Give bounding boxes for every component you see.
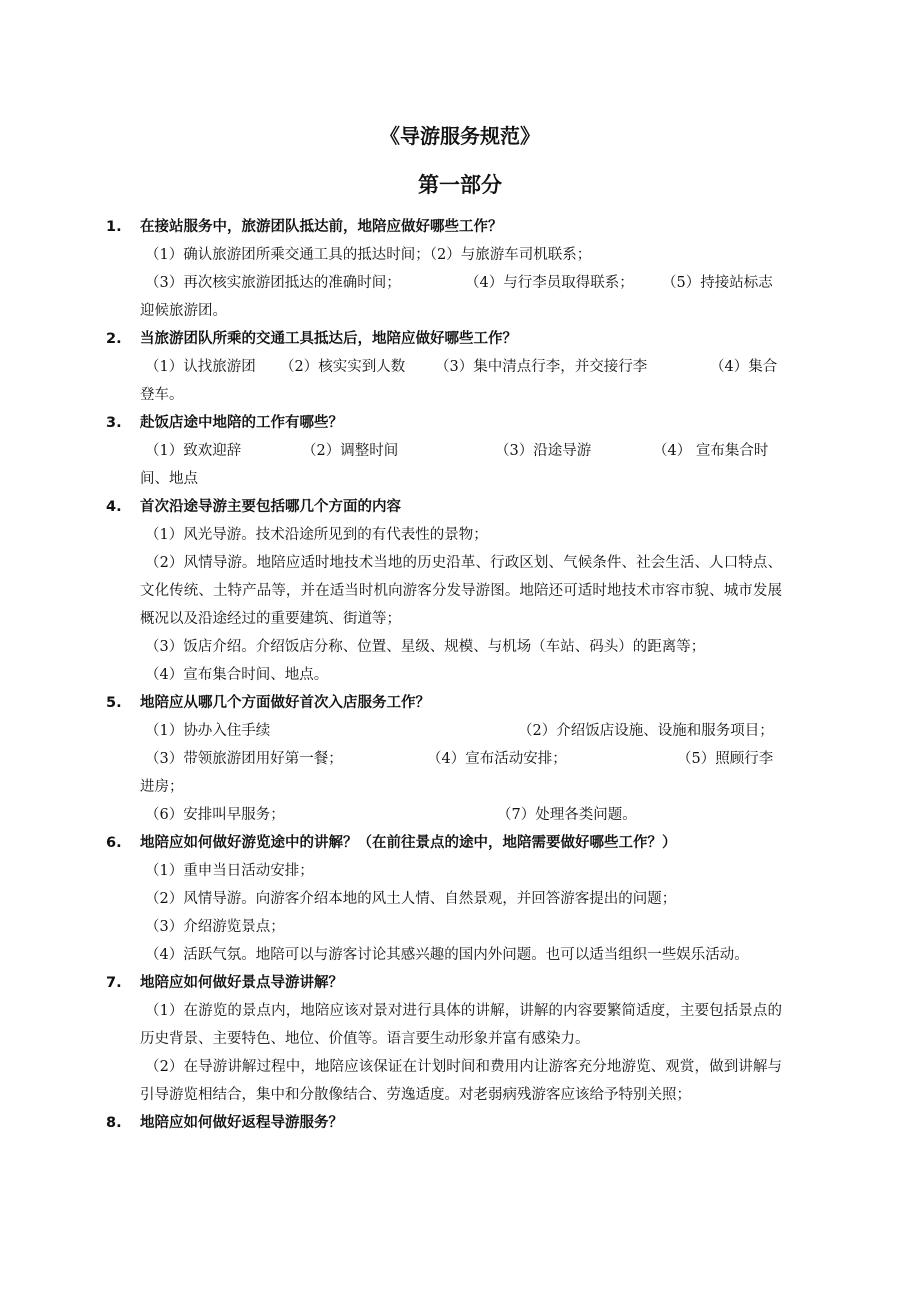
question-4: [106, 493, 782, 521]
answer-paragraph: （1）在游览的景点内，地陪应该对景对进行具体的讲解，讲解的内容要繁简适度，主要包括景点的历史背景、主要特色、地位、价值等。语言要生动形象并富有感染力。: [140, 1003, 782, 1047]
question-6: [106, 829, 782, 857]
question-text: 地陪应如何做好游览途中的讲解？（在前往景点的途中，地陪需要做好哪些工作？）: [140, 835, 677, 851]
section-heading: 第一部分: [418, 173, 502, 197]
answer-line: [140, 269, 782, 297]
question-number: 6.: [106, 835, 122, 851]
answer-item: （2）调整时间: [302, 443, 399, 459]
answer-continuation: 进房；: [140, 779, 184, 795]
answer-3: [106, 437, 782, 493]
answer-4: [106, 521, 782, 689]
answer-7: [106, 997, 782, 1109]
question-number: 4.: [106, 499, 122, 515]
answer-paragraph: （4）宣布集合时间、地点。: [145, 667, 329, 683]
answer-item: （5）照顾行李: [677, 751, 774, 767]
question-number: 3.: [106, 415, 122, 431]
answer-item: （1）协办入住手续: [145, 723, 271, 739]
question-number: 2.: [106, 331, 122, 347]
answer-6: [106, 857, 782, 969]
answer-paragraph: （2）风情导游。地陪应适时地技术当地的历史沿革、行政区划、气候条件、社会生活、人口特点、文化传统、土特产品等，并在适当时机向游客分发导游图。地陪还可适时地技术市容市貌、城市发展概况以及沿途经过的重要建筑、街道等；: [140, 555, 782, 627]
question-text: 地陪应从哪几个方面做好首次入店服务工作？: [140, 695, 430, 711]
answer-item: （1）认找旅游团: [145, 359, 256, 375]
question-text: 当旅游团队所乘的交通工具抵达后，地陪应做好哪些工作？: [140, 331, 517, 347]
answer-1: [106, 241, 782, 325]
answer-item: （1）确认旅游团所乘交通工具的抵达时间；（2）与旅游车司机联系；: [145, 247, 592, 263]
answer-line: [140, 745, 782, 773]
answer-paragraph: （3）介绍游览景点；: [145, 919, 285, 935]
question-number: 8.: [106, 1115, 122, 1131]
question-text: 首次沿途导游主要包括哪几个方面的内容: [140, 499, 401, 515]
question-text: 地陪应如何做好景点导游讲解？: [140, 975, 343, 991]
question-2: [106, 325, 782, 353]
answer-item: （4）宣布活动安排；: [427, 751, 567, 767]
answer-line: [140, 717, 782, 745]
answer-paragraph: （3）饭店介绍。介绍饭店分称、位置、星级、规模、与机场（车站、码头）的距离等；: [145, 639, 706, 655]
answer-paragraph: （1）重申当日活动安排；: [145, 863, 314, 879]
answer-line: [140, 801, 782, 829]
answer-continuation: 间、地点: [140, 471, 198, 487]
answer-item: （4）集合: [710, 359, 778, 375]
answer-line: [140, 353, 782, 381]
question-text: 赴饭店途中地陪的工作有哪些？: [140, 415, 343, 431]
question-8: [106, 1109, 782, 1137]
question-1: [106, 213, 782, 241]
answer-item: （3）再次核实旅游团抵达的准确时间；: [145, 275, 401, 291]
question-5: [106, 689, 782, 717]
answer-item: （2）核实实到人数: [280, 359, 406, 375]
answer-2: [106, 353, 782, 409]
answer-item: （1）致欢迎辞: [145, 443, 242, 459]
question-text: 地陪应如何做好返程导游服务？: [140, 1115, 343, 1131]
answer-item: （3）集中清点行李，并交接行李: [435, 359, 648, 375]
answer-5: [106, 717, 782, 829]
answer-paragraph: （2）在导游讲解过程中，地陪应该保证在计划时间和费用内让游客充分地游览、观赏，做到讲解与引导游览相结合，集中和分散像结合、劳逸适度。对老弱病残游客应该给予特别关照；: [140, 1059, 782, 1103]
answer-item: （4）与行李员取得联系；: [465, 275, 634, 291]
answer-paragraph: （1）风光导游。技术沿途所见到的有代表性的景物；: [145, 527, 488, 543]
answer-item: （5）持接站标志: [662, 275, 773, 291]
answer-item: （6）安排叫早服务；: [145, 807, 285, 823]
question-number: 7.: [106, 975, 122, 991]
answer-item: （2）介绍饭店设施、设施和服务项目；: [518, 723, 774, 739]
question-number: 5.: [106, 695, 122, 711]
answer-paragraph: （4）活跃气氛。地陪可以与游客讨论其感兴趣的国内外问题。也可以适当组织一些娱乐活动。: [145, 947, 749, 963]
answer-line: [140, 437, 782, 465]
question-7: [106, 969, 782, 997]
answer-item: （7）处理各类问题。: [497, 807, 637, 823]
question-3: [106, 409, 782, 437]
answer-continuation: 迎候旅游团。: [140, 303, 227, 319]
answer-line: [140, 241, 782, 269]
question-list: [106, 213, 782, 1137]
question-number: 1.: [106, 219, 122, 235]
answer-item: （4） 宣布集合时: [653, 443, 769, 459]
document-title: 《导游服务规范》: [380, 124, 540, 148]
answer-paragraph: （2）风情导游。向游客介绍本地的风土人情、自然景观，并回答游客提出的问题；: [145, 891, 677, 907]
question-text: 在接站服务中，旅游团队抵达前，地陪应做好哪些工作？: [140, 219, 503, 235]
answer-item: （3）带领旅游团用好第一餐；: [145, 751, 343, 767]
answer-item: （3）沿途导游: [495, 443, 592, 459]
answer-continuation: 登车。: [140, 387, 184, 403]
